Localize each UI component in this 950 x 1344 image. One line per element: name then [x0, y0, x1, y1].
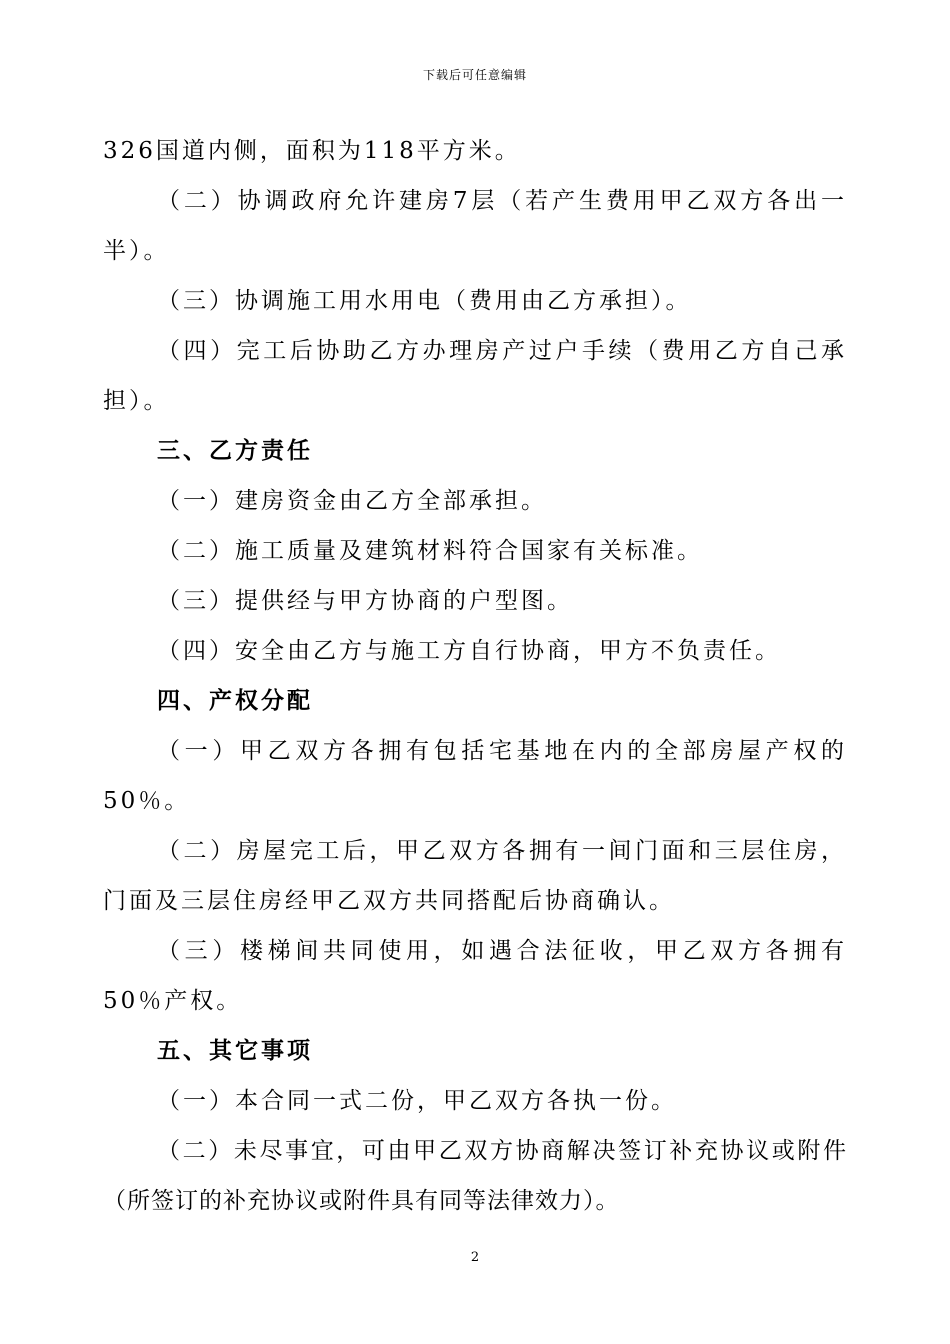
paragraph-continued: 326国道内侧，面积为118平方米。: [103, 138, 521, 164]
paragraph: （三）提供经与甲方协商的户型图。: [157, 588, 573, 614]
document-body: [103, 126, 847, 1226]
paragraph: （三）楼梯间共同使用，如遇合法征收，甲乙双方各拥有50％产权。: [103, 938, 847, 1014]
paragraph: （一）建房资金由乙方全部承担。: [157, 488, 547, 514]
paragraph: （二）施工质量及建筑材料符合国家有关标准。: [157, 538, 703, 564]
section-heading: 五、其它事项: [157, 1037, 313, 1064]
page-header: 下载后可任意编辑: [422, 68, 527, 82]
section-heading: 四、产权分配: [157, 687, 313, 714]
paragraph: （四）完工后协助乙方办理房产过户手续（费用乙方自己承担）。: [103, 338, 847, 414]
page-number: 2: [470, 1250, 480, 1265]
paragraph: （二）房屋完工后，甲乙双方各拥有一间门面和三层住房，门面及三层住房经甲乙双方共同搭配后协商确认。: [103, 838, 847, 914]
paragraph: （一）甲乙双方各拥有包括宅基地在内的全部房屋产权的50％。: [103, 738, 847, 814]
paragraph: （二）协调政府允许建房7层（若产生费用甲乙双方各出一半）。: [103, 188, 847, 264]
paragraph: （三）协调施工用水用电（费用由乙方承担）。: [157, 288, 692, 314]
paragraph: （一）本合同一式二份，甲乙双方各执一份。: [157, 1088, 677, 1114]
paragraph: （四）安全由乙方与施工方自行协商，甲方不负责任。: [157, 638, 781, 664]
paragraph: （二）未尽事宜，可由甲乙双方协商解决签订补充协议或附件（所签订的补充协议或附件具有同等法律效力）。: [103, 1138, 847, 1214]
section-heading: 三、乙方责任: [157, 437, 313, 464]
